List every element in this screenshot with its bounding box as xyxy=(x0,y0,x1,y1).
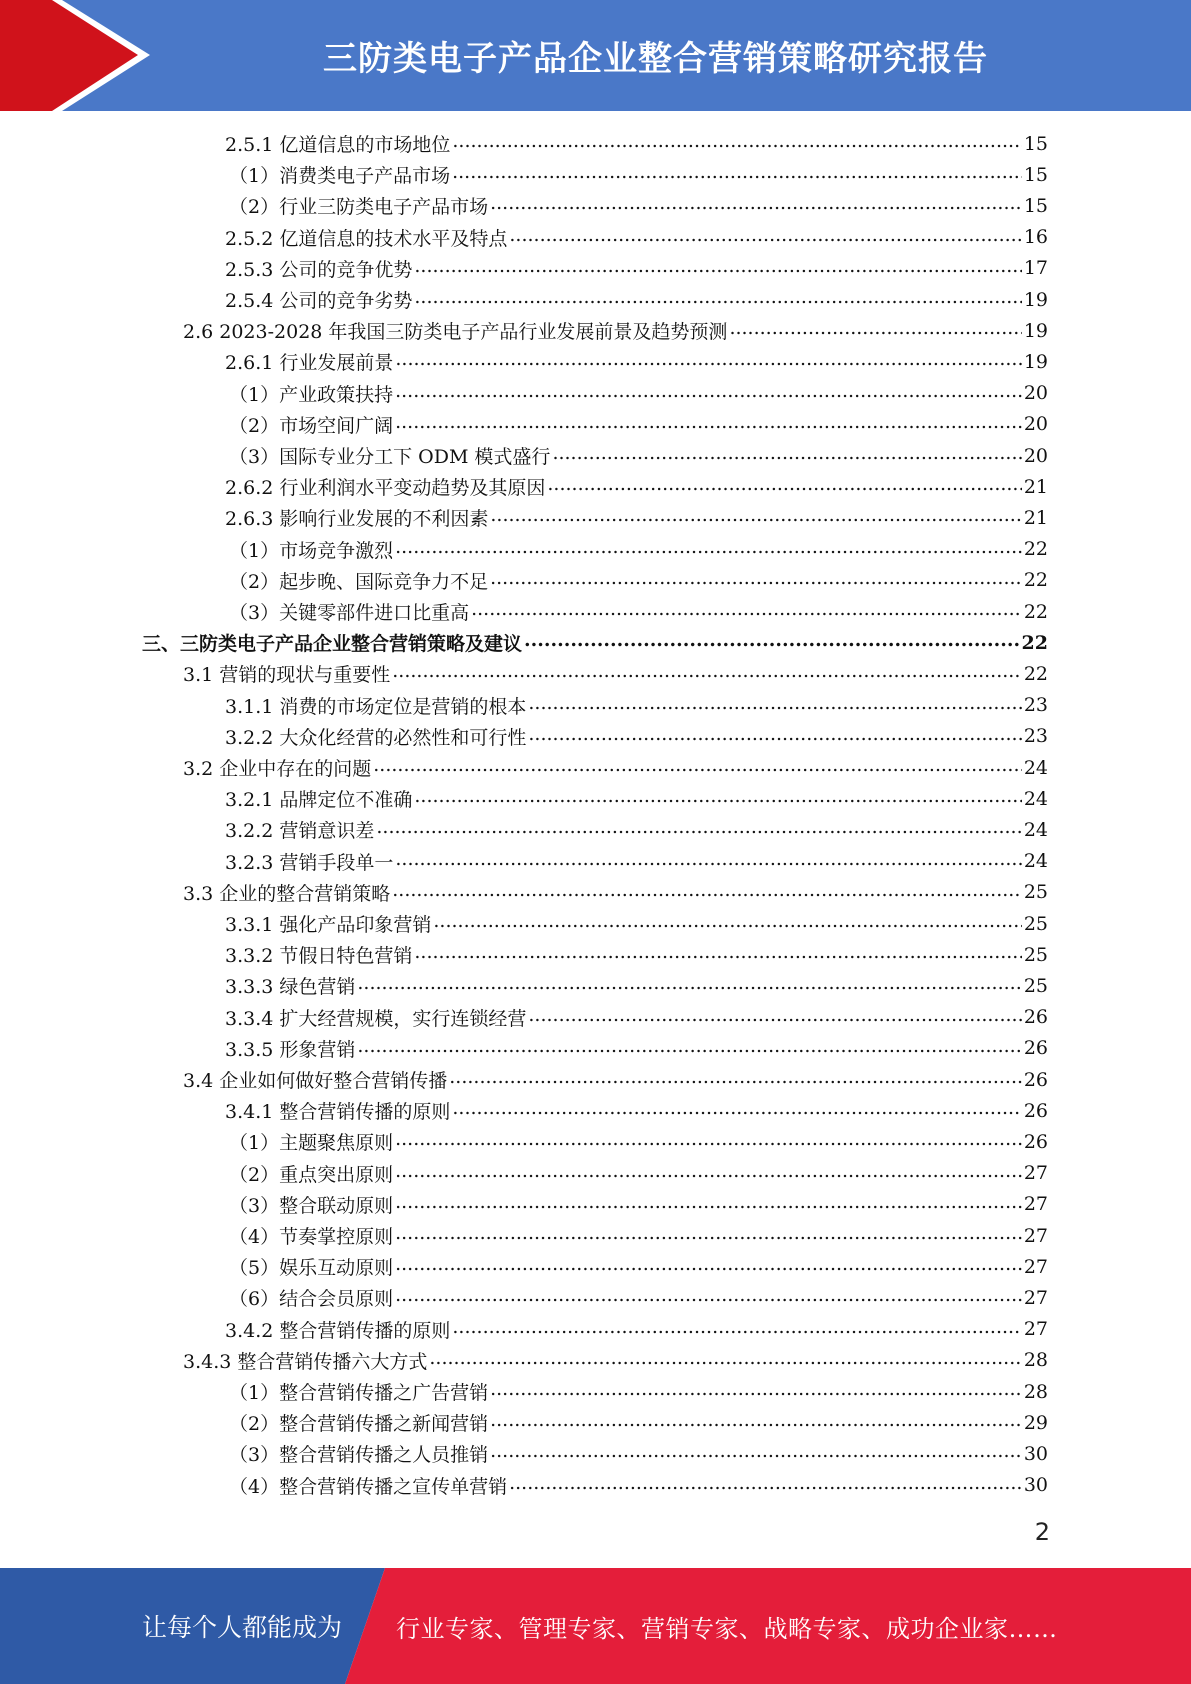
toc-entry-page: 22 xyxy=(1021,631,1048,654)
toc-entry[interactable] xyxy=(225,284,1048,315)
toc-dot-leader xyxy=(414,284,1021,315)
toc-entry-title: 3.3.4 扩大经营规模，实行连锁经营 xyxy=(225,1007,527,1030)
toc-dot-leader xyxy=(395,346,1021,377)
header-arrow-icon xyxy=(0,0,160,111)
toc-dot-leader xyxy=(452,1314,1021,1345)
toc-dot-leader xyxy=(414,253,1021,284)
toc-entry-page: 27 xyxy=(1023,1286,1048,1309)
toc-entry[interactable] xyxy=(225,970,1048,1001)
toc-entry-title: 2.5.3 公司的竞争优势 xyxy=(225,258,413,281)
toc-entry-title: （2）行业三防类电子产品市场 xyxy=(229,196,489,219)
toc-dot-leader xyxy=(392,877,1022,908)
toc-dot-leader xyxy=(395,1220,1022,1251)
toc-dot-leader xyxy=(528,721,1021,752)
toc-dot-leader xyxy=(471,596,1022,627)
toc-entry-page: 23 xyxy=(1023,725,1048,748)
toc-entry[interactable] xyxy=(229,1470,1048,1501)
toc-dot-leader xyxy=(395,846,1021,877)
toc-entry-title: （1）主题聚焦原则 xyxy=(229,1132,394,1155)
toc-entry[interactable] xyxy=(229,1220,1048,1251)
toc-entry-page: 30 xyxy=(1023,1474,1048,1497)
toc-entry-page: 22 xyxy=(1023,569,1048,592)
toc-entry-page: 22 xyxy=(1023,662,1048,685)
toc-entry[interactable] xyxy=(183,1345,1048,1376)
toc-entry-title: （1）市场竞争激烈 xyxy=(229,539,394,562)
toc-entry[interactable] xyxy=(229,409,1048,440)
toc-entry-title: 3.1.1 消费的市场定位是营销的根本 xyxy=(225,695,527,718)
toc-entry-title: 3.3.2 节假日特色营销 xyxy=(225,945,413,968)
toc-dot-leader xyxy=(490,1376,1022,1407)
toc-entry-title: 3.4 企业如何做好整合营销传播 xyxy=(183,1070,448,1092)
toc-dot-leader xyxy=(395,1251,1022,1282)
toc-entry-page: 15 xyxy=(1023,194,1048,217)
toc-dot-leader xyxy=(490,1407,1022,1438)
toc-entry-page: 25 xyxy=(1023,881,1048,904)
toc-entry[interactable] xyxy=(225,846,1048,877)
toc-entry-page: 24 xyxy=(1023,850,1048,873)
toc-entry-title: 3.3.1 强化产品印象营销 xyxy=(225,914,432,936)
toc-dot-leader xyxy=(376,814,1021,845)
toc-entry-title: 3.2.1 品牌定位不准确 xyxy=(225,789,413,812)
toc-entry-title: 三、三防类电子产品企业整合营销策略及建议 xyxy=(142,633,523,656)
toc-entry[interactable] xyxy=(229,1376,1048,1407)
toc-entry-page: 17 xyxy=(1023,257,1048,280)
toc-entry[interactable] xyxy=(229,1126,1048,1157)
toc-entry[interactable] xyxy=(225,1095,1048,1126)
toc-entry[interactable] xyxy=(225,783,1048,814)
toc-entry-title: （3）整合联动原则 xyxy=(229,1194,394,1217)
toc-entry-page: 26 xyxy=(1023,1037,1048,1060)
toc-dot-leader xyxy=(552,440,1021,471)
toc-entry-page: 27 xyxy=(1023,1255,1048,1278)
toc-entry[interactable] xyxy=(229,1251,1048,1282)
toc-entry[interactable] xyxy=(229,565,1048,596)
toc-entry[interactable] xyxy=(225,253,1048,284)
toc-dot-leader xyxy=(414,783,1021,814)
toc-entry-page: 21 xyxy=(1023,475,1048,498)
toc-dot-leader xyxy=(547,471,1021,502)
toc-dot-leader xyxy=(395,534,1022,565)
toc-entry-title: 2.6.2 行业利润水平变动趋势及其原因 xyxy=(225,477,546,500)
toc-entry-title: 3.3.5 形象营销 xyxy=(225,1038,356,1061)
toc-dot-leader xyxy=(490,190,1022,221)
toc-entry-page: 28 xyxy=(1023,1349,1048,1372)
toc-entry[interactable] xyxy=(225,128,1048,159)
toc-entry-title: 2.6 2023-2028 年我国三防类电子产品行业发展前景及趋势预测 xyxy=(183,321,728,344)
toc-dot-leader xyxy=(490,502,1021,533)
toc-entry[interactable] xyxy=(229,1189,1048,1220)
toc-entry-title: （3）整合营销传播之人员推销 xyxy=(229,1444,489,1467)
toc-dot-leader xyxy=(373,752,1022,783)
toc-entry-title: 2.5.1 亿道信息的市场地位 xyxy=(225,134,451,156)
toc-entry[interactable] xyxy=(142,627,1048,658)
toc-dot-leader xyxy=(509,1470,1022,1501)
toc-entry-page: 29 xyxy=(1023,1411,1048,1434)
toc-dot-leader xyxy=(528,690,1021,721)
toc-entry-title: （4）节奏掌控原则 xyxy=(229,1226,394,1248)
toc-entry[interactable] xyxy=(225,1314,1048,1345)
toc-entry[interactable] xyxy=(229,1282,1048,1313)
toc-entry-title: （4）整合营销传播之宣传单营销 xyxy=(229,1475,508,1498)
toc-entry[interactable] xyxy=(225,502,1048,533)
toc-entry-page: 25 xyxy=(1023,943,1048,966)
toc-entry[interactable] xyxy=(229,190,1048,221)
toc-entry[interactable] xyxy=(225,939,1048,970)
toc-dot-leader xyxy=(528,1002,1021,1033)
header-banner xyxy=(0,0,1191,111)
toc-entry[interactable] xyxy=(225,1033,1048,1064)
toc-entry-title: （6）结合会员原则 xyxy=(229,1288,394,1311)
toc-entry[interactable] xyxy=(225,346,1048,377)
toc-entry[interactable] xyxy=(229,1407,1048,1438)
toc-entry-title: 2.6.1 行业发展前景 xyxy=(225,352,394,375)
toc-entry-page: 15 xyxy=(1023,163,1048,186)
toc-dot-leader xyxy=(490,565,1022,596)
toc-entry-page: 20 xyxy=(1023,444,1048,467)
toc-entry-title: 3.3 企业的整合营销策略 xyxy=(183,882,391,905)
toc-entry-page: 27 xyxy=(1023,1193,1048,1216)
toc-dot-leader xyxy=(395,378,1022,409)
toc-dot-leader xyxy=(395,1189,1022,1220)
toc-entry-title: 3.2.2 营销意识差 xyxy=(225,820,375,843)
toc-entry-page: 16 xyxy=(1023,226,1048,249)
toc-entry-page: 24 xyxy=(1023,787,1048,810)
toc-dot-leader xyxy=(429,1345,1021,1376)
toc-dot-leader xyxy=(395,1282,1022,1313)
toc-entry[interactable] xyxy=(183,315,1048,346)
toc-entry-page: 15 xyxy=(1023,132,1048,155)
toc-entry-title: 3.4.2 整合营销传播的原则 xyxy=(225,1319,451,1342)
toc-entry[interactable] xyxy=(225,721,1048,752)
toc-dot-leader xyxy=(452,159,1022,190)
toc-entry-title: 3.2 企业中存在的问题 xyxy=(183,758,372,780)
toc-entry-title: 3.4.3 整合营销传播六大方式 xyxy=(183,1350,428,1373)
toc-entry-page: 26 xyxy=(1023,1006,1048,1029)
toc-entry-page: 19 xyxy=(1023,350,1048,373)
toc-dot-leader xyxy=(452,1095,1021,1126)
toc-dot-leader xyxy=(452,128,1021,159)
toc-dot-leader xyxy=(357,1033,1021,1064)
toc-entry-page: 28 xyxy=(1023,1380,1048,1403)
footer-banner xyxy=(0,1568,1191,1684)
toc-entry[interactable] xyxy=(225,908,1048,939)
toc-entry-title: 3.3.3 绿色营销 xyxy=(225,976,356,999)
page-number: 2 xyxy=(1034,1518,1050,1546)
toc-entry[interactable] xyxy=(229,378,1048,409)
toc-entry-page: 20 xyxy=(1023,382,1048,405)
toc-entry-page: 26 xyxy=(1023,1099,1048,1122)
toc-entry-title: 3.4.1 整合营销传播的原则 xyxy=(225,1101,451,1124)
toc-dot-leader xyxy=(395,1158,1022,1189)
toc-entry[interactable] xyxy=(229,1158,1048,1189)
toc-entry-title: （3）关键零部件进口比重高 xyxy=(229,602,470,624)
toc-entry-title: 2.5.2 亿道信息的技术水平及特点 xyxy=(225,227,508,250)
toc-entry-title: （1）整合营销传播之广告营销 xyxy=(229,1382,489,1404)
toc-entry[interactable] xyxy=(183,1064,1048,1095)
toc-entry-title: （2）整合营销传播之新闻营销 xyxy=(229,1413,489,1436)
toc-entry[interactable] xyxy=(229,159,1048,190)
toc-entry-title: 3.1 营销的现状与重要性 xyxy=(183,664,391,687)
toc-dot-leader xyxy=(357,970,1021,1001)
toc-entry-page: 21 xyxy=(1023,506,1048,529)
toc-entry-page: 27 xyxy=(1023,1224,1048,1247)
toc-entry[interactable] xyxy=(229,534,1048,565)
footer-slogan-left: 让每个人都能成为 xyxy=(142,1613,343,1642)
toc-dot-leader xyxy=(433,908,1021,939)
toc-entry-page: 30 xyxy=(1023,1442,1048,1465)
toc-dot-leader xyxy=(449,1064,1022,1095)
toc-entry[interactable] xyxy=(229,596,1048,627)
toc-entry-page: 27 xyxy=(1023,1162,1048,1185)
toc-entry-page: 25 xyxy=(1023,912,1048,935)
toc-entry-title: （3）国际专业分工下 ODM 模式盛行 xyxy=(229,446,551,468)
toc-entry[interactable] xyxy=(225,814,1048,845)
toc-dot-leader xyxy=(414,939,1021,970)
toc-entry[interactable] xyxy=(183,877,1048,908)
toc-entry-title: 2.5.4 公司的竞争劣势 xyxy=(225,290,413,312)
toc-entry-title: （1）消费类电子产品市场 xyxy=(229,165,451,188)
toc-entry-page: 19 xyxy=(1023,288,1048,311)
toc-entry[interactable] xyxy=(183,658,1048,689)
toc-entry-title: （2）重点突出原则 xyxy=(229,1163,394,1186)
toc-dot-leader xyxy=(392,658,1022,689)
toc-dot-leader xyxy=(509,222,1021,253)
toc-entry-page: 24 xyxy=(1023,818,1048,841)
toc-dot-leader xyxy=(524,627,1020,658)
toc-entry-title: 3.2.3 营销手段单一 xyxy=(225,851,394,874)
toc-entry[interactable] xyxy=(229,1438,1048,1469)
toc-entry[interactable] xyxy=(225,690,1048,721)
toc-dot-leader xyxy=(395,1126,1022,1157)
toc-entry-title: 2.6.3 影响行业发展的不利因素 xyxy=(225,508,489,531)
toc-entry-page: 19 xyxy=(1023,319,1048,342)
toc-entry-page: 25 xyxy=(1023,974,1048,997)
toc-entry-page: 27 xyxy=(1023,1318,1048,1341)
toc-entry[interactable] xyxy=(225,1002,1048,1033)
toc-entry[interactable] xyxy=(183,752,1048,783)
toc-dot-leader xyxy=(729,315,1021,346)
toc-entry-page: 22 xyxy=(1023,600,1048,623)
toc-entry-page: 23 xyxy=(1023,694,1048,717)
toc-entry[interactable] xyxy=(225,222,1048,253)
toc-entry-page: 26 xyxy=(1023,1068,1048,1091)
toc-entry-page: 22 xyxy=(1023,538,1048,561)
toc-dot-leader xyxy=(395,409,1022,440)
toc-entry[interactable] xyxy=(229,440,1048,471)
toc-dot-leader xyxy=(490,1438,1022,1469)
document-title: 三防类电子产品企业整合营销策略研究报告 xyxy=(323,39,988,79)
toc-entry-title: （2）市场空间广阔 xyxy=(229,414,394,437)
toc-entry[interactable] xyxy=(225,471,1048,502)
footer-slogan-right: 行业专家、管理专家、营销专家、战略专家、成功企业家…… xyxy=(396,1614,1058,1643)
toc-entry-title: 3.2.2 大众化经营的必然性和可行性 xyxy=(225,726,527,749)
toc-entry-title: （2）起步晚、国际竞争力不足 xyxy=(229,570,489,593)
toc-entry-title: （5）娱乐互动原则 xyxy=(229,1257,394,1280)
toc-entry-page: 20 xyxy=(1023,413,1048,436)
toc-entry-page: 24 xyxy=(1023,756,1048,779)
toc-entry-title: （1）产业政策扶持 xyxy=(229,383,394,406)
toc-entry-page: 26 xyxy=(1023,1130,1048,1153)
